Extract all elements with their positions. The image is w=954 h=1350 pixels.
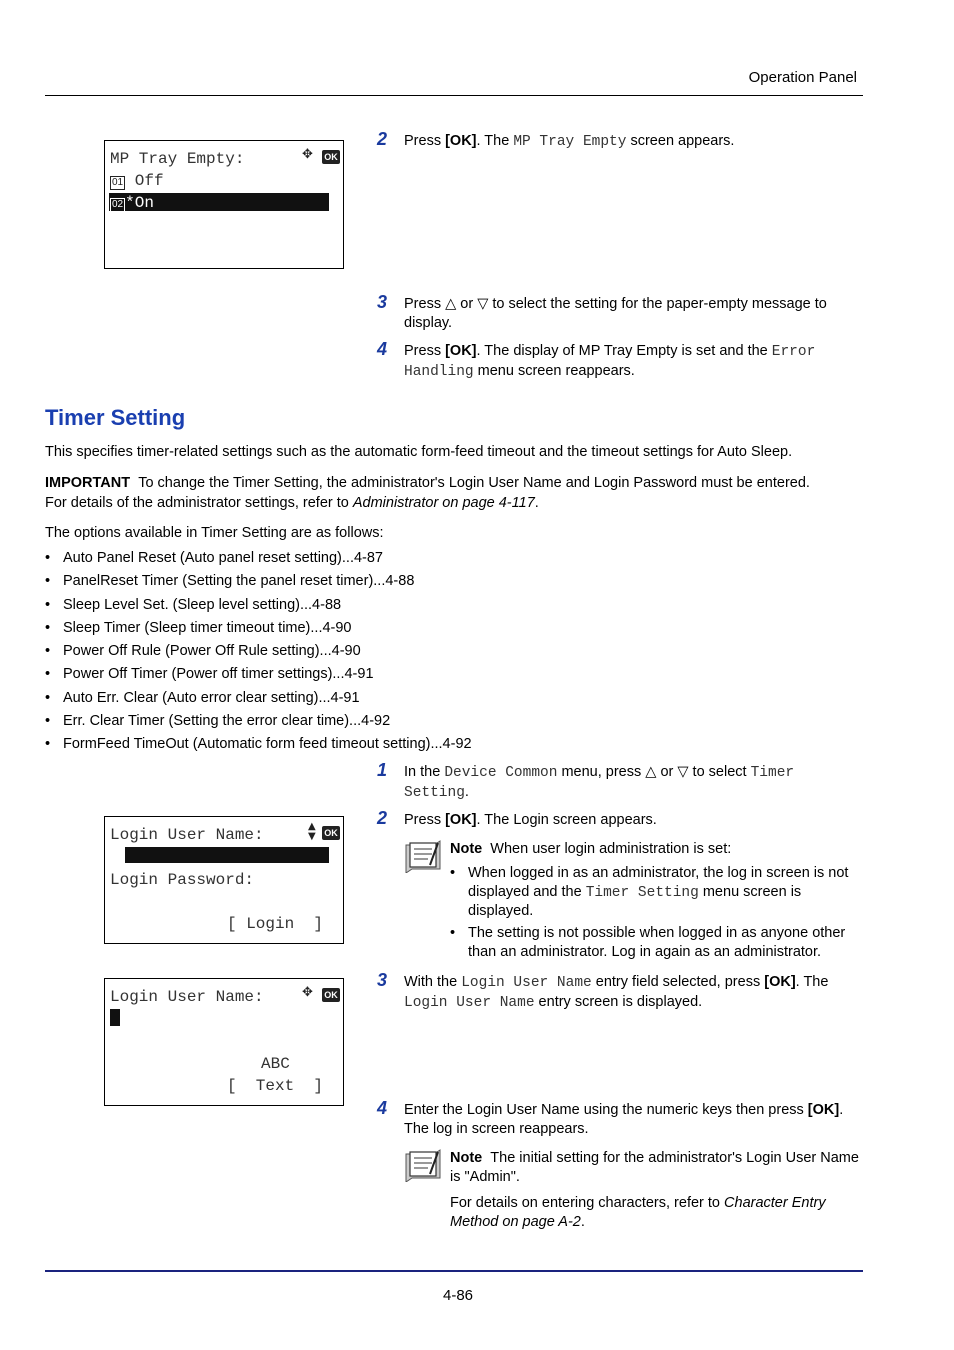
option-label: *On [125, 194, 154, 212]
lcd-login-user-name: Login User Name: [110, 826, 264, 844]
step-text: Press △ or ▽ to select the setting for the paper-empty message to display. [404, 296, 827, 331]
option-label: Off [134, 172, 164, 190]
lcd-title: MP Tray Empty: [110, 150, 245, 168]
note-text: For details on entering characters, refer to Character Entry Method on page A-2. [450, 1195, 826, 1230]
lcd-login-user-name: Login User Name: [110, 988, 264, 1006]
lcd-option-off [110, 172, 164, 190]
ok-icon: OK [322, 150, 340, 164]
lcd-login-screen [104, 816, 344, 944]
lcd-login-user-name-entry [104, 978, 344, 1106]
step-number: 2 [377, 808, 388, 828]
note-text: Note The initial setting for the administrator's Login User Name is "Admin". [450, 1150, 859, 1185]
lcd-login-softkey: [ Login ] [227, 915, 324, 933]
lcd-input-mode: ABC [261, 1055, 290, 1073]
step-text: Press [OK]. The MP Tray Empty screen appears. [404, 133, 735, 150]
ok-icon: OK [322, 988, 340, 1002]
note-text: Note When user login administration is set: [450, 841, 732, 857]
step-number: 2 [377, 129, 388, 149]
page-number: 4-86 [442, 1287, 474, 1304]
note-icon [404, 1148, 442, 1182]
section-intro: This specifies timer-related settings such as the automatic form-feed timeout and the timeout settings for Auto Sleep. [45, 444, 793, 460]
header-rule [45, 95, 863, 96]
section-title: Timer Setting [45, 405, 186, 430]
step-text: Press [OK]. The Login screen appears. [404, 812, 657, 828]
step-number: 1 [377, 760, 388, 780]
step-number: 4 [377, 339, 388, 359]
step-text: In the Device Common menu, press △ or ▽ to select Timer Setting. [404, 764, 795, 801]
lcd-text-softkey: [ Text ] [227, 1077, 324, 1095]
option-number: 02 [112, 199, 124, 210]
four-way-arrow-icon: ✥ [302, 985, 313, 1000]
four-way-arrow-icon: ✥ [302, 147, 313, 162]
header-section-title: Operation Panel [748, 69, 857, 86]
step-number: 4 [377, 1098, 388, 1118]
important-note: IMPORTANT To change the Timer Setting, the administrator's Login User Name and Login Password must be entered. For details of the administrator settings, refer to Administrator on page 4-117. [45, 475, 810, 511]
lcd-option-on [110, 194, 154, 212]
text-cursor [110, 1009, 120, 1026]
step-text: Press [OK]. The display of MP Tray Empty is set and the Error Handling menu screen reappears. [404, 343, 816, 380]
step-text: With the Login User Name entry field selected, press [OK]. The Login User Name entry screen is displayed. [404, 974, 829, 1011]
lcd-login-password: Login Password: [110, 871, 255, 889]
lcd-mp-tray-empty [104, 140, 344, 269]
note-icon [404, 839, 442, 873]
step-text: Enter the Login User Name using the numeric keys then press [OK]. The log in screen reappears. [404, 1102, 844, 1137]
options-intro: The options available in Timer Setting are as follows: [45, 525, 384, 541]
footer-rule [45, 1270, 863, 1272]
ok-icon: OK [322, 826, 340, 840]
step-number: 3 [377, 292, 388, 312]
lcd-input-field-highlight [125, 847, 329, 863]
up-down-arrow-icon: ▲ ▼ [308, 821, 316, 842]
step-number: 3 [377, 970, 388, 990]
option-number: 01 [112, 177, 124, 188]
